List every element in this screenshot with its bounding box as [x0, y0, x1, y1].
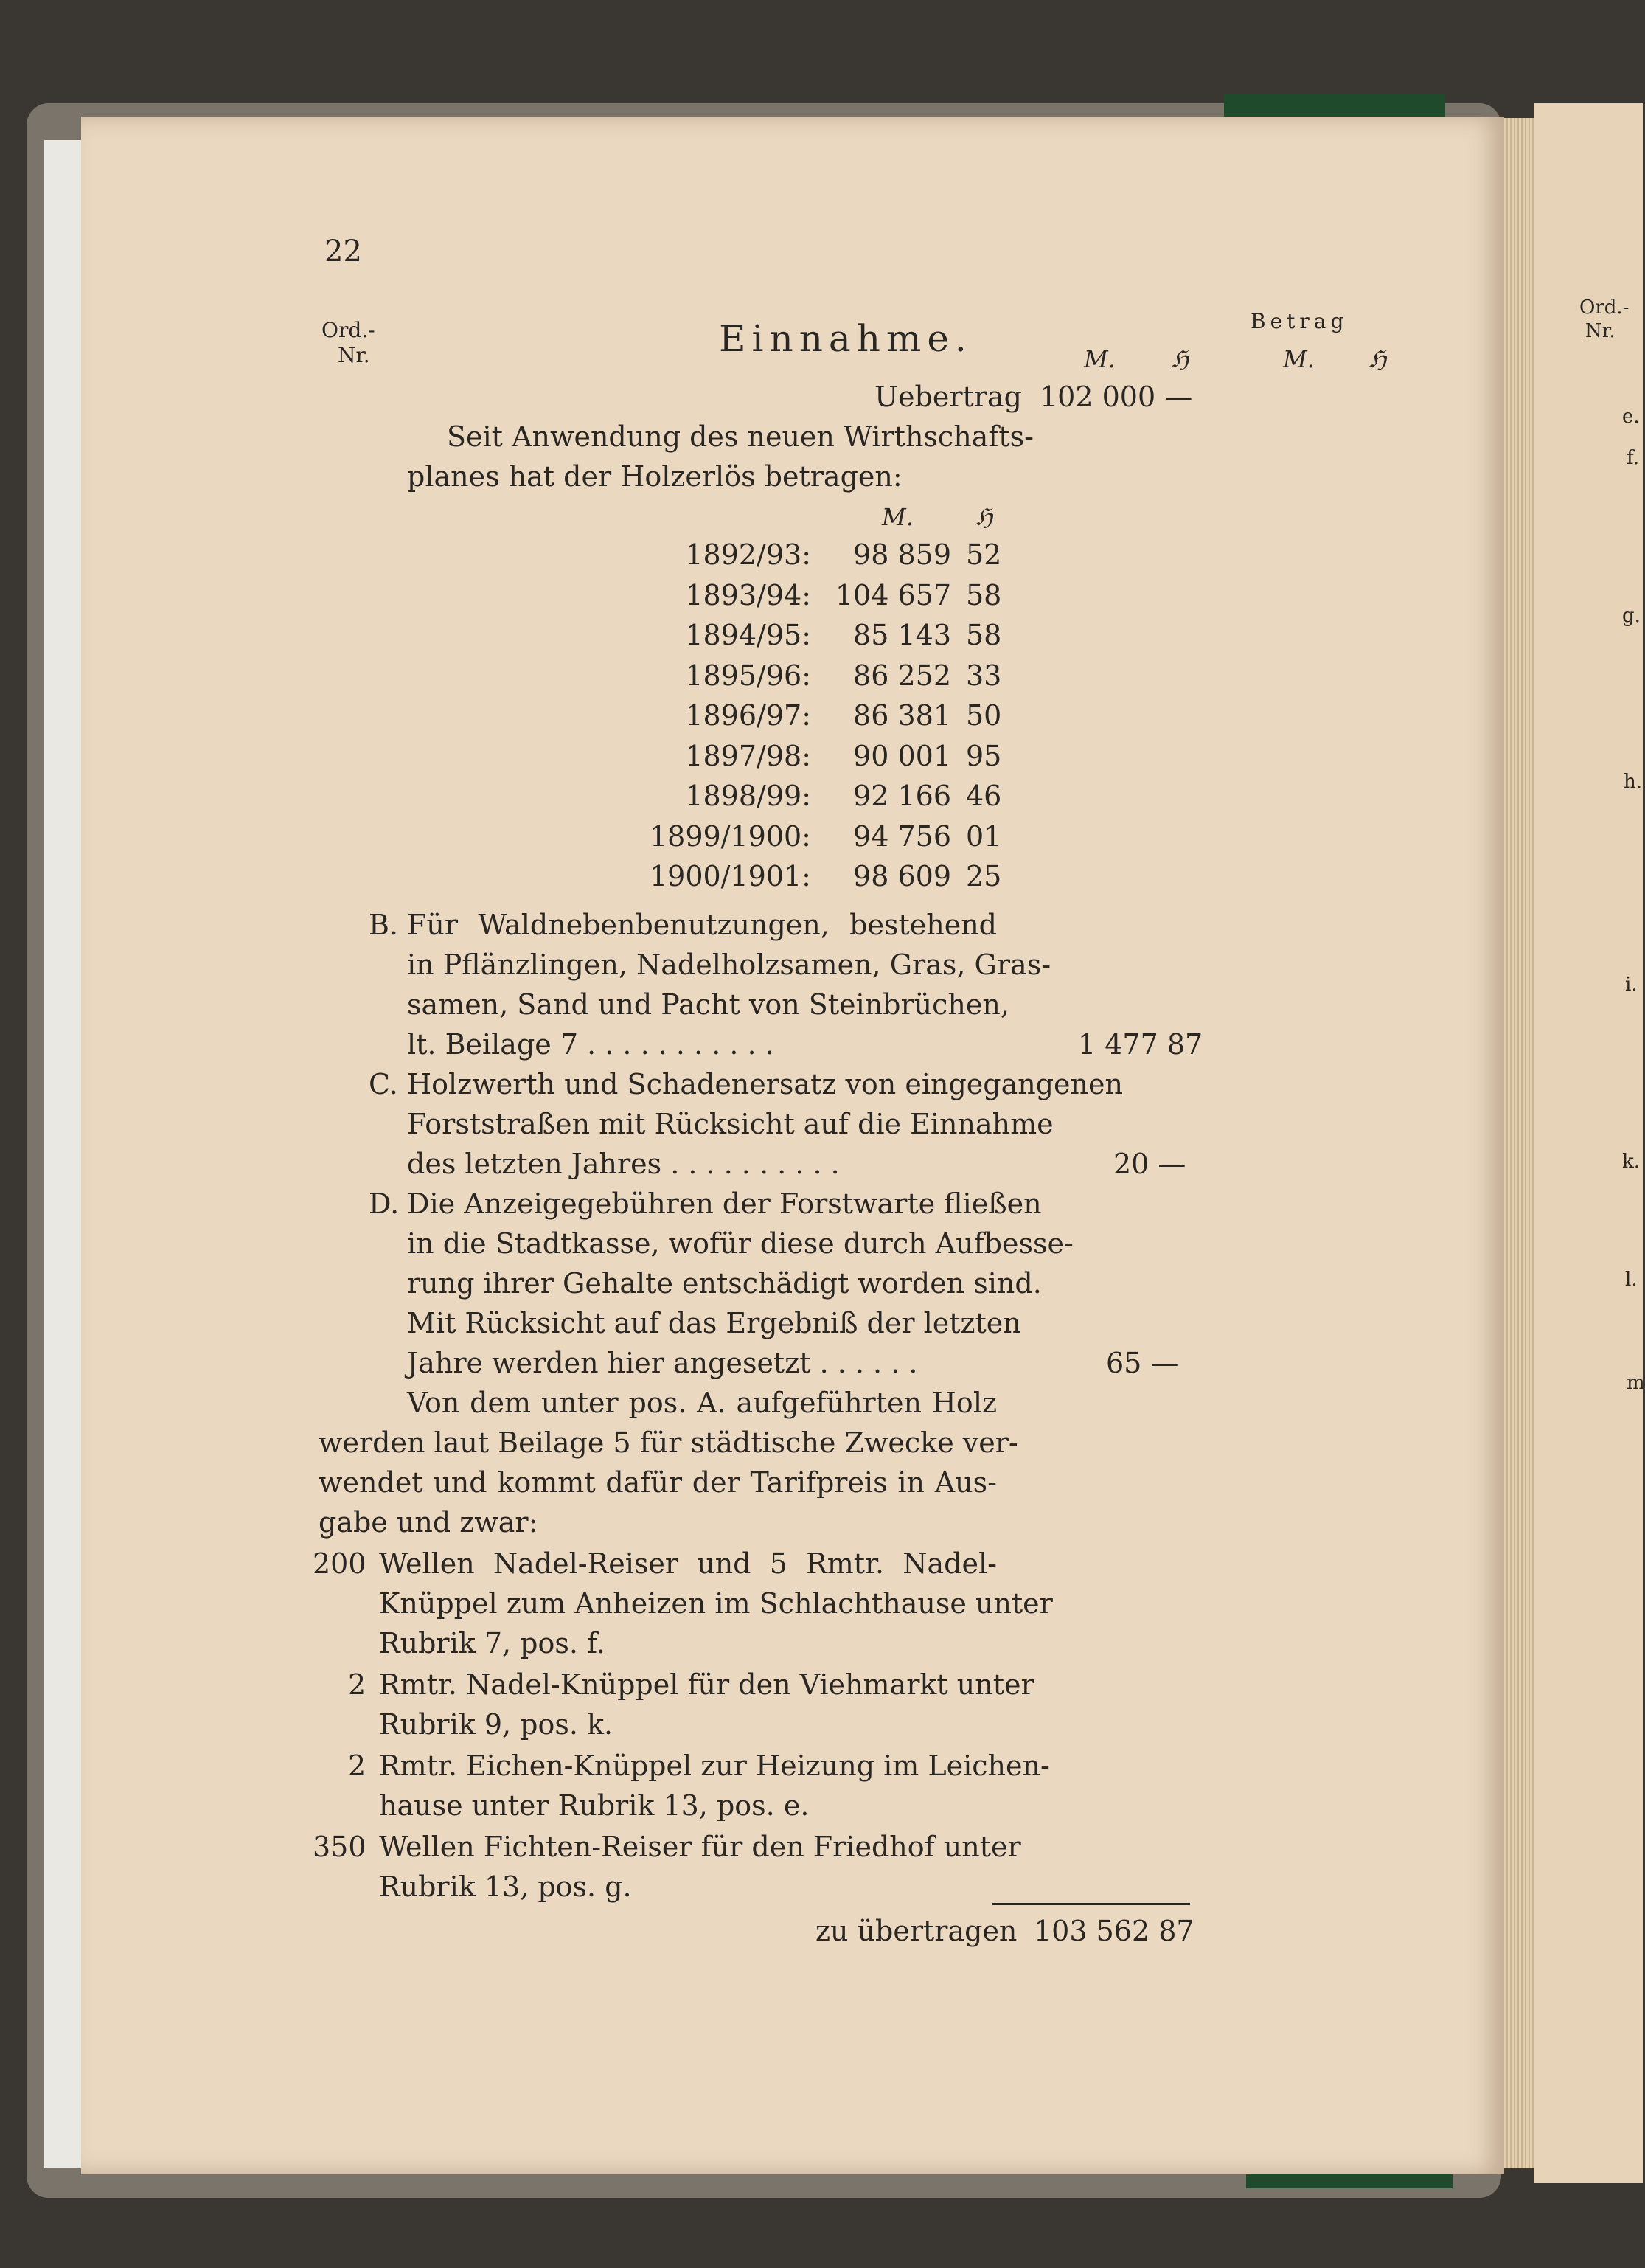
year-pf: 50: [966, 699, 1002, 732]
next-page-strip: [1534, 103, 1643, 2183]
unit-mark: M.: [1084, 345, 1116, 373]
year-amount: 86 252: [853, 659, 951, 692]
ord-label: Ord.-: [321, 318, 375, 342]
section-b-line: Für Waldnebenbenutzungen, bestehend: [407, 909, 997, 941]
section-c-line: Holzwerth und Schadenersatz von eingegangenen: [407, 1068, 1123, 1100]
section-b-amount: 1 477 87: [1078, 1028, 1203, 1061]
year-label: 1896/97:: [685, 699, 811, 732]
betrag-unit-pf: ℌ: [1368, 345, 1387, 373]
intro-line: planes hat der Holzerlös betragen:: [407, 460, 903, 493]
holz-line: werden laut Beilage 5 für städtische Zwecke ver-: [319, 1426, 1018, 1459]
section-c-amount: 20 —: [1113, 1148, 1186, 1180]
holz-line: wendet und kommt dafür der Tarifpreis in Aus-: [319, 1466, 997, 1499]
nr-label: Nr.: [338, 343, 370, 367]
item-line: hause unter Rubrik 13, pos. e.: [379, 1789, 810, 1822]
year-label: 1894/95:: [685, 619, 811, 651]
year-amount: 94 756: [853, 820, 951, 853]
year-amount: 85 143: [853, 619, 951, 651]
next-letter: m: [1627, 1372, 1645, 1394]
item-qty: 2: [348, 1668, 366, 1701]
next-letter: f.: [1627, 447, 1639, 469]
item-line: Rmtr. Eichen-Knüppel zur Heizung im Leichen-: [379, 1749, 1050, 1782]
year-label: 1900/1901:: [649, 860, 811, 892]
year-pf: 25: [966, 860, 1002, 892]
year-label: 1899/1900:: [649, 820, 811, 853]
page-title: Einnahme.: [719, 317, 973, 360]
section-b-line: lt. Beilage 7 . . . . . . . . . . .: [407, 1028, 774, 1061]
next-header-nr: Nr.: [1585, 320, 1616, 342]
unit-pf: ℌ: [1171, 345, 1189, 373]
betrag-label: Betrag: [1251, 309, 1349, 333]
years-unit-mark: M.: [882, 503, 914, 531]
year-pf: 58: [966, 619, 1002, 651]
total-label: zu übertragen: [815, 1915, 1018, 1947]
item-line: Rubrik 9, pos. k.: [379, 1708, 613, 1741]
item-qty: 2: [348, 1749, 366, 1782]
next-header-ord: Ord.-: [1579, 296, 1630, 319]
year-pf: 33: [966, 659, 1002, 692]
next-letter: e.: [1622, 406, 1640, 428]
year-pf: 46: [966, 780, 1002, 812]
year-amount: 92 166: [853, 780, 951, 812]
section-d-line: in die Stadtkasse, wofür diese durch Aufbesse-: [407, 1227, 1074, 1260]
holz-line: gabe und zwar:: [319, 1506, 538, 1539]
year-amount: 86 381: [853, 699, 951, 732]
item-line: Rmtr. Nadel-Knüppel für den Viehmarkt unter: [379, 1668, 1034, 1701]
year-label: 1895/96:: [685, 659, 811, 692]
section-b-line: samen, Sand und Pacht von Steinbrüchen,: [407, 988, 1009, 1021]
item-line: Wellen Nadel-Reiser und 5 Rmtr. Nadel-: [379, 1547, 997, 1580]
year-label: 1892/93:: [685, 538, 811, 571]
section-c-label: C.: [369, 1068, 398, 1100]
year-pf: 52: [966, 538, 1002, 571]
year-amount: 90 001: [853, 740, 951, 772]
uebertrag-label: Uebertrag: [874, 381, 1022, 413]
section-b-line: in Pflänzlingen, Nadelholzsamen, Gras, Gras-: [407, 949, 1051, 981]
item-qty: 200: [313, 1547, 366, 1580]
page-edges: [1504, 118, 1534, 2168]
year-label: 1897/98:: [685, 740, 811, 772]
section-c-line: Forststraßen mit Rücksicht auf die Einnahme: [407, 1108, 1054, 1140]
next-letter: i.: [1625, 974, 1638, 996]
item-line: Rubrik 7, pos. f.: [379, 1627, 605, 1660]
holz-line: Von dem unter pos. A. aufgeführten Holz: [407, 1387, 997, 1419]
year-amount: 104 657: [835, 579, 951, 611]
section-d-line: rung ihrer Gehalte entschädigt worden sind.: [407, 1267, 1042, 1300]
item-line: Wellen Fichten-Reiser für den Friedhof unter: [379, 1831, 1021, 1863]
section-d-line: Mit Rücksicht auf das Ergebniß der letzten: [407, 1307, 1021, 1339]
next-letter: g.: [1622, 605, 1641, 627]
section-b-label: B.: [369, 909, 399, 941]
intro-line: Seit Anwendung des neuen Wirthschafts-: [447, 420, 1034, 453]
section-c-line: des letzten Jahres . . . . . . . . . .: [407, 1148, 840, 1180]
page-number: 22: [324, 235, 362, 268]
section-d-label: D.: [369, 1187, 400, 1220]
section-d-line: Jahre werden hier angesetzt . . . . . .: [407, 1347, 918, 1379]
year-label: 1898/99:: [685, 780, 811, 812]
next-letter: k.: [1622, 1151, 1641, 1173]
year-label: 1893/94:: [685, 579, 811, 611]
item-qty: 350: [313, 1831, 366, 1863]
section-d-line: Die Anzeigegebühren der Forstwarte fließen: [407, 1187, 1042, 1220]
year-amount: 98 859: [853, 538, 951, 571]
uebertrag-value: 102 000 —: [1040, 381, 1193, 413]
year-amount: 98 609: [853, 860, 951, 892]
year-pf: 95: [966, 740, 1002, 772]
section-d-amount: 65 —: [1106, 1347, 1179, 1379]
next-letter: h.: [1624, 771, 1643, 793]
sum-rule: [992, 1903, 1190, 1905]
total-value: 103 562 87: [1034, 1915, 1194, 1947]
year-pf: 58: [966, 579, 1002, 611]
year-pf: 01: [966, 820, 1002, 853]
years-unit-pf: ℌ: [975, 503, 993, 531]
betrag-unit-mark: M.: [1283, 345, 1315, 373]
next-letter: l.: [1625, 1269, 1638, 1291]
cover-binding-top: [1224, 94, 1445, 117]
item-line: Rubrik 13, pos. g.: [379, 1870, 632, 1903]
item-line: Knüppel zum Anheizen im Schlachthause unter: [379, 1587, 1053, 1620]
